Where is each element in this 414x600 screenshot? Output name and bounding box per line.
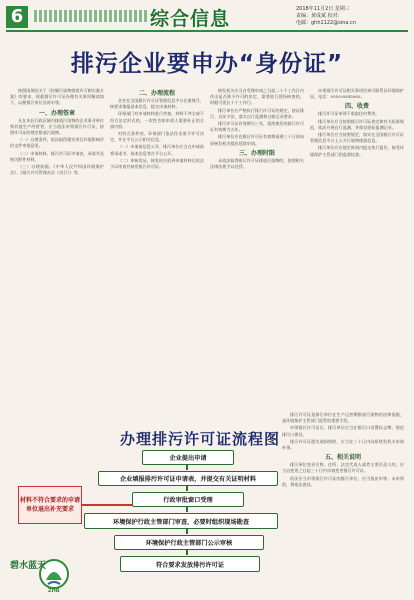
masthead-meta: [296, 6, 406, 27]
flow-step-fill-form: 企业填报排污许可证申请表，并提交有关证明材料: [98, 471, 278, 486]
flow-step-publicize: 环境保护行政主管部门公示审核: [114, 535, 264, 550]
article-headline: 排污企业要申办“身份证”: [70, 51, 344, 77]
flow-step-review: 环境保护行政主管部门审查，必要时组织现场勘查: [84, 513, 278, 529]
logo-text: 碧水蓝天: [10, 561, 47, 571]
editor-line: 责编：黄成斌 校对：: [296, 13, 343, 19]
paragraph: 按照国务院关于《控制污染物排放许可制实施方案》的要求，现就排污许可证办理有关事项解读如下，以便排污单位及时申领。: [10, 88, 104, 106]
article-body: [10, 88, 404, 410]
header-decoration: [34, 10, 148, 22]
paragraph: 环保部门对申请材料进行审查，材料不齐全或不符合法定形式的，一次性告知申请人需要补正的全部内容。: [110, 111, 204, 129]
subheading: 一、办理签章: [38, 109, 75, 117]
article-column-2: [110, 88, 204, 410]
paragraph: 排污单位应在排污许可证有效期届满三十日前向原核发机关提出延续申请。: [210, 134, 304, 146]
paragraph: 排污单位应在规定时间内提交执行报告，接受环境保护主管部门的监督检查。: [310, 145, 404, 157]
subheading: 四、收费: [344, 103, 369, 111]
flow-step-issue: 符合要求发放排污许可证: [120, 556, 260, 572]
note-connector: [82, 504, 132, 506]
paragraph: 依法应当申领排污许可证的排污单位，应当依法申领；未申领的，将依法查处。: [282, 475, 404, 487]
flow-arrow: [186, 549, 188, 555]
paragraph: （二）审核发证。核发机关收到申请材料后依法予以审查并核发排污许可证。: [110, 157, 204, 170]
article-column-1: [10, 88, 104, 410]
paragraph: 申领排污许可证后，排污单位应当在排污口设置标志牌，规范排污口建设。: [282, 425, 404, 437]
flow-arrow: [186, 464, 188, 470]
paragraph: 排污许可证遗失或损毁的，应当在三十日内向原核发机关申请补领。: [282, 438, 404, 451]
paragraph: 排污单位变更名称、住所、法定代表人或者主要负责人的，应当自变更之日起三十日内申请变更排污许可证。: [282, 462, 404, 474]
paragraph: 排污单位应当按照规定，如实在全国排污许可证管理信息平台上公开污染物排放信息。: [310, 132, 404, 144]
header-rule: [6, 30, 408, 32]
flow-arrow: [186, 528, 188, 534]
logo-subtext: ZHB: [48, 588, 60, 594]
paragraph: 申领排污许可证相关事项咨询可联系县环境保护局，电话：0550-8045083。: [310, 88, 404, 100]
blue-water-logo: [10, 554, 70, 596]
subheading: 二、办理流程: [138, 90, 175, 97]
paragraph: 凡在本县行政区域内排放污染物的企业事业单位和其他生产经营者，应当依法申领排污许可证，按照许可证的规定排放污染物。: [10, 117, 104, 136]
paragraph: 核发机关应当自受理申请之日起二十个工作日内作出是否准予许可的决定，需要进行现场核查的，时限可延长十个工作日。: [210, 88, 304, 106]
flow-arrow: [186, 485, 188, 491]
paragraph: 排污单位应严格执行排污许可证的规定，按证排污、自证守法，落实自行监测和台账记录要求。: [210, 107, 304, 119]
paragraph: 排污许可证申领不收取任何费用。: [318, 111, 380, 117]
flow-arrow: [186, 506, 188, 512]
email-line: 电邮：ghh1122@sina.cn: [296, 20, 356, 26]
paragraph: 排污单位应当按照排污许可证规定和有关标准规范，依法开展自行监测，并保存原始监测记录。: [310, 118, 404, 130]
subheading: 三、办理时限: [238, 149, 275, 157]
flow-step-accept: 行政审批窗口受理: [132, 492, 244, 507]
paragraph: （二）申请材料。排污许可证申请表、承诺书及相关附件材料。: [10, 150, 104, 162]
date-line: 2018年11月2日 星期三: [296, 6, 350, 12]
right-column: [282, 412, 404, 596]
paragraph: （一）办理条件。依法取得建设项目环境影响评价文件审批意见。: [10, 137, 104, 149]
article-column-4: [310, 88, 404, 410]
paragraph: 排污许可证是排污单位在生产运营期排放污染物的法律依据，是环境保护主管部门监管的重要手段。: [282, 412, 404, 424]
article-column-3: [210, 88, 304, 410]
subheading: 五、相关说明: [324, 454, 361, 462]
paragraph: （一）申请前信息公开。排污单位应当在申请前将承诺书、基本信息等在平台公开。: [110, 144, 204, 156]
paragraph: （三）办理依据。《中华人民共和国环境保护法》、《排污许可管理办法（试行）》等。: [10, 164, 104, 176]
section-title: 综合信息: [150, 8, 231, 30]
paragraph: 未依法取得排污许可证排放污染物的，依照相关法律法规予以处罚。: [210, 157, 304, 170]
flowchart-title: 办理排污许可证流程图: [120, 430, 281, 448]
page-number: 6: [6, 6, 28, 28]
flow-step-apply: 企业提出申请: [142, 450, 234, 465]
paragraph: 对符合条件的，环保部门依法作出准予许可决定，并在平台公示相关信息。: [110, 131, 204, 143]
flowchart-note: 材料不符合要求的申请单位退出补充要求: [18, 486, 82, 524]
paragraph: 企业在全国排污许可证管理信息平台注册账号，按要求填报基本信息，提交申请材料。: [110, 98, 204, 110]
paragraph: 排污许可证有效期为三年，延续换发的排污许可证有效期为五年。: [210, 121, 304, 133]
